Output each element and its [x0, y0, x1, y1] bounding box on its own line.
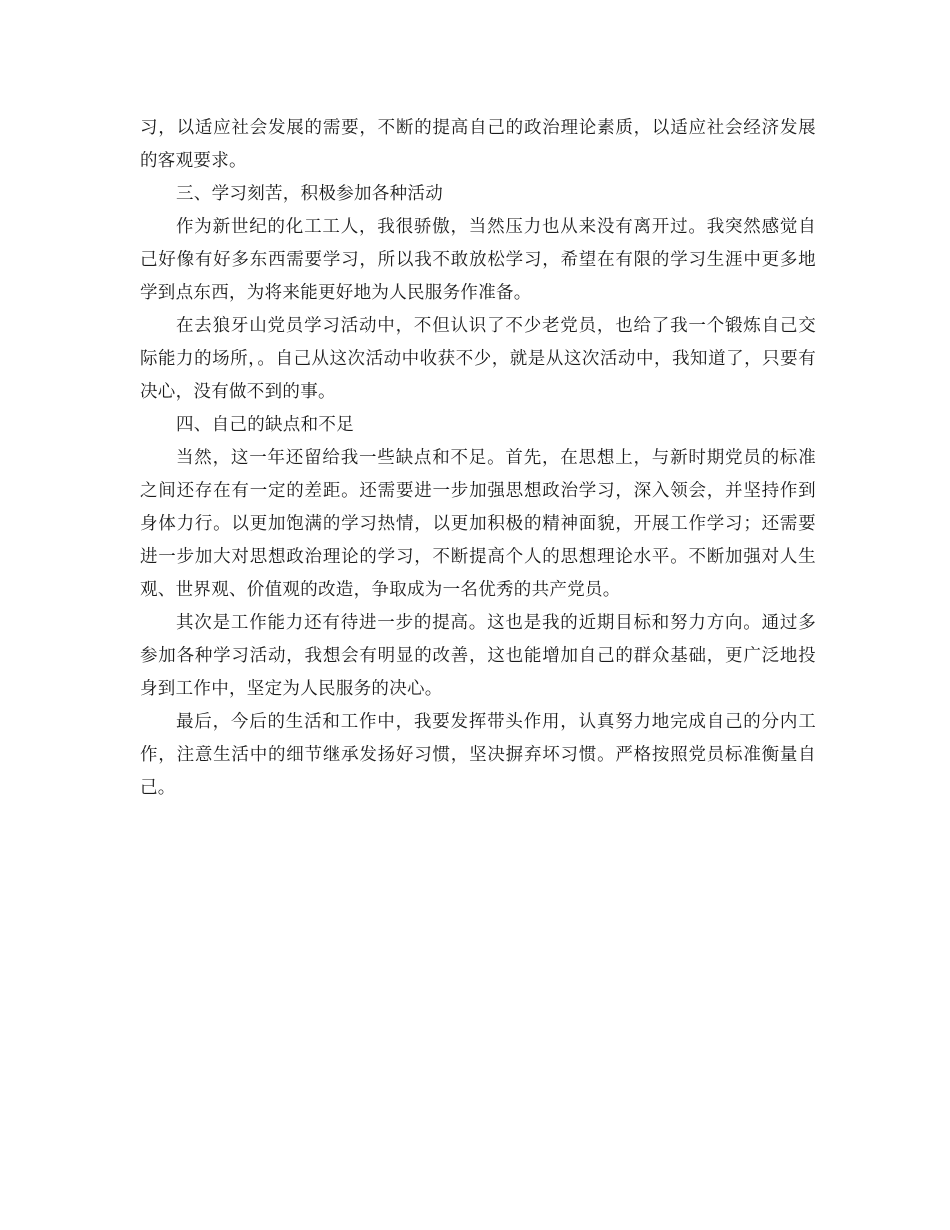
- paragraph-work-ability: 其次是工作能力还有待进一步的提高。这也是我的近期目标和努力方向。通过多参加各种学习活动，我想会有明显的改善，这也能增加自己的群众基础，更广泛地投身到工作中，坚定为人民服务的决心。: [140, 613, 816, 699]
- paragraph-langya-mountain: 在去狼牙山党员学习活动中，不但认识了不少老党员，也给了我一个锻炼自己交际能力的场所，。自己从这次活动中收获不少，就是从这次活动中，我知道了，只要有决心，没有做不到的事。: [140, 316, 816, 402]
- section-heading-three: 三、学习刻苦，积极参加各种活动: [176, 184, 443, 204]
- section-heading-four: 四、自己的缺点和不足: [176, 415, 354, 435]
- paragraph-chemical-worker: 作为新世纪的化工工人，我很骄傲，当然压力也从来没有离开过。我突然感觉自己好像有好多东西需要学习，所以我不敢放松学习，希望在有限的学习生涯中更多地学到点东西，为将来能更好地为人民服务作准备。: [140, 217, 816, 303]
- paragraph-shortcomings: 当然，这一年还留给我一些缺点和不足。首先，在思想上，与新时期党员的标准之间还存在有一定的差距。还需要进一步加强思想政治学习，深入领会，并坚持作到身体力行。以更加饱满的学习热情，以更加积极的精神面貌，开展工作学习；还需要进一步加大对思想政治理论的学习，不断提高个人的思想理论水平。不断加强对人生观、世界观、价值观的改造，争取成为一名优秀的共产党员。: [140, 448, 816, 600]
- paragraph-finally: 最后，今后的生活和工作中，我要发挥带头作用，认真努力地完成自己的分内工作，注意生活中的细节继承发扬好习惯，坚决摒弃坏习惯。严格按照党员标准衡量自己。: [140, 712, 816, 798]
- document-body: [140, 112, 816, 805]
- paragraph-continuation: 习，以适应社会发展的需要，不断的提高自己的政治理论素质，以适应社会经济发展的客观要求。: [140, 118, 816, 171]
